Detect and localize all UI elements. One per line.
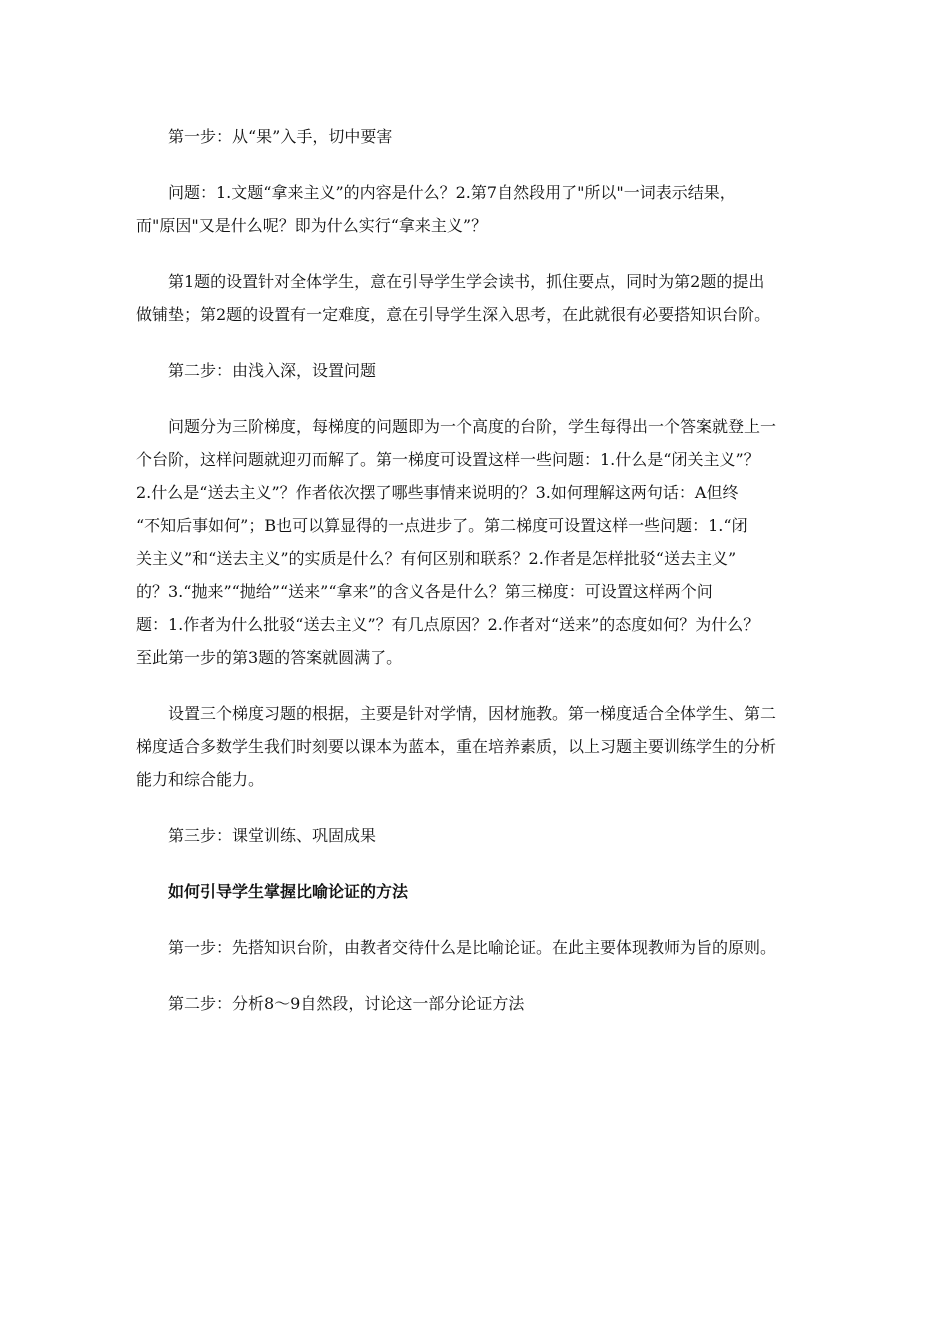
text-line: 而"原因"又是什么呢？即为什么实行“拿来主义”？ (136, 216, 488, 235)
paragraph-rationale (136, 697, 819, 796)
paragraph-gradients (136, 410, 819, 674)
section-heading: 如何引导学生掌握比喻论证的方法 (168, 882, 409, 901)
paragraph-step2 (136, 354, 819, 387)
text-line: 能力和综合能力。 (136, 770, 265, 789)
document-body (136, 120, 819, 1043)
text-line: 2.什么是“送去主义”？作者依次摆了哪些事情来说明的？3.如何理解这两句话：A但终 (136, 483, 739, 502)
paragraph-step3 (136, 819, 819, 852)
text-line: 第二步：由浅入深，设置问题 (168, 361, 377, 380)
text-line: 题：1.作者为什么批驳“送去主义”？有几点原因？2.作者对“送来”的态度如何？为什么？ (136, 615, 760, 634)
paragraph-questions (136, 176, 819, 242)
text-line: 关主义”和“送去主义”的实质是什么？有何区别和联系？2.作者是怎样批驳“送去主义” (136, 549, 737, 568)
text-line: 问题：1.文题“拿来主义”的内容是什么？2.第7自然段用了"所以"一词表示结果， (168, 183, 736, 202)
text-line: 第三步：课堂训练、巩固成果 (168, 826, 377, 845)
paragraph-explanation (136, 265, 819, 331)
text-line: 第1题的设置针对全体学生，意在引导学生学会读书，抓住要点，同时为第2题的提出 (168, 272, 765, 291)
paragraph-method-step1 (136, 931, 819, 964)
text-line: 个台阶，这样问题就迎刃而解了。第一梯度可设置这样一些问题：1.什么是“闭关主义”？ (136, 450, 760, 469)
text-line: 设置三个梯度习题的根据，主要是针对学情，因材施教。第一梯度适合全体学生、第二 (168, 704, 777, 723)
text-line: 至此第一步的第3题的答案就圆满了。 (136, 648, 403, 667)
text-line: “不知后事如何”；B也可以算显得的一点进步了。第二梯度可设置这样一些问题：1.“闭 (136, 516, 748, 535)
text-line: 第一步：先搭知识台阶，由教者交待什么是比喻论证。在此主要体现教师为旨的原则。 (168, 938, 777, 957)
text-line: 问题分为三阶梯度，每梯度的问题即为一个高度的台阶，学生每得出一个答案就登上一 (168, 417, 777, 436)
text-line: 第二步：分析8～9自然段，讨论这一部分论证方法 (168, 994, 525, 1013)
paragraph-method-step2 (136, 987, 819, 1020)
text-line: 的？3.“抛来”“抛给”“送来”“拿来”的含义各是什么？第三梯度：可设置这样两个问 (136, 582, 713, 601)
text-line: 第一步：从“果”入手，切中要害 (168, 127, 393, 146)
text-line: 做铺垫；第2题的设置有一定难度，意在引导学生深入思考，在此就很有必要搭知识台阶。 (136, 305, 771, 324)
text-line: 梯度适合多数学生我们时刻要以课本为蓝本，重在培养素质，以上习题主要训练学生的分析 (136, 737, 777, 756)
paragraph-step1 (136, 120, 819, 153)
